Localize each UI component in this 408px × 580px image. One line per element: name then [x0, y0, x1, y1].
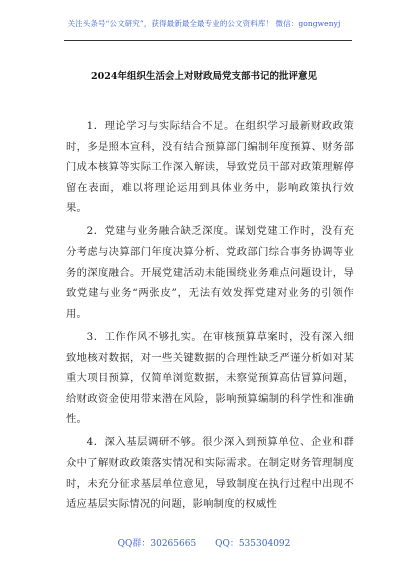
- document-body: [66, 116, 354, 517]
- paragraph-4: 4．深入基层调研不够。很少深入到预算单位、企业和群众中了解财政政策落实情况和实际需求。在制定财务管理制度时，未充分征求基层单位意见，导致制度在执行过程中出现不适应基层实际情况的问题，影响制度的权威性: [66, 436, 354, 511]
- paragraph-1: 1．理论学习与实际结合不足。在组织学习最新财政政策时，多是照本宣科，没有结合预算部门编制年度预算、财务部门成本核算等实际工作深入解读，导致党员干部对政策理解停留在表面，难以将理论运用到具体业务中，影响政策执行效果。: [66, 120, 354, 215]
- footer-qq-group: QQ群：30265665: [117, 539, 197, 549]
- header-divider: [64, 40, 352, 41]
- footer-contact: [0, 536, 408, 549]
- paragraph-3: 3．工作作风不够扎实。在审核预算草案时，没有深入细致地核对数据，对一些关键数据的合理性缺乏严谨分析如对某重大项目预算，仅简单浏览数据，未察觉预算高估冒算问题，给财政资金使用带来潜在风险，影响预算编制的科学性和准确性。: [66, 330, 354, 426]
- header-banner: 关注头条号“公文研究”，获得最新最全最专业的公文资料库！ 微信：gongwenyj: [67, 19, 341, 28]
- paragraph-2: 2．党建与业务融合缺乏深度。谋划党建工作时，没有充分考虑与决算部门年度决算分析、党政部门综合事务协调等业务的深度融合。开展党建活动未能围绕业务难点问题设计，导致党建与业务“两张皮”，无法有效发挥党建对业务的引领作用。: [66, 225, 354, 320]
- footer-qq: QQ：535304092: [215, 539, 291, 549]
- document-title: 2024年组织生活会上对财政局党支部书记的批评意见: [91, 71, 317, 82]
